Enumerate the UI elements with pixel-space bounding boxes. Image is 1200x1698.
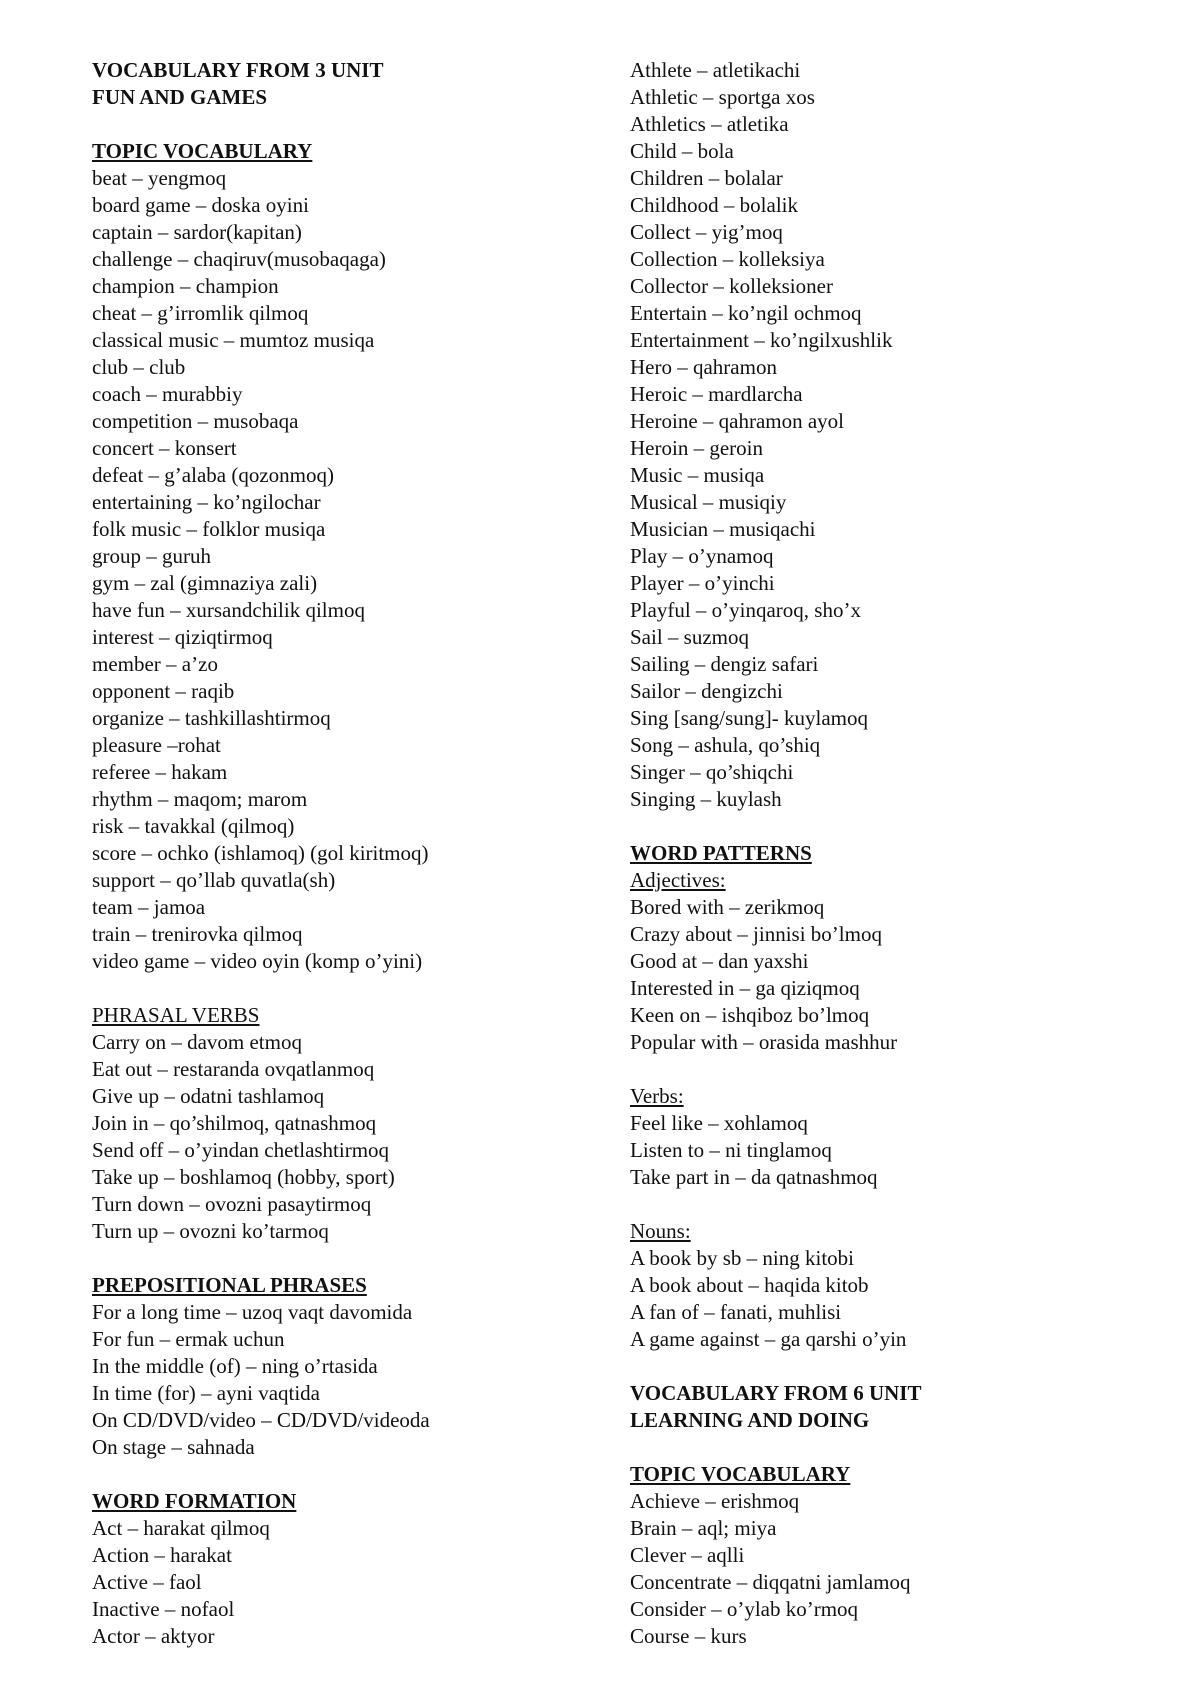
- word-formation-entry: Entertain – ko’ngil ochmoq: [630, 301, 862, 325]
- adjective-pattern-entry: Good at – dan yaxshi: [630, 949, 809, 973]
- word-formation-entry: Heroic – mardlarcha: [630, 382, 803, 406]
- word-formation-entry: Sail – suzmoq: [630, 625, 749, 649]
- word-formation-entry: Athletics – atletika: [630, 112, 789, 136]
- word-formation-entry: Playful – o’yinqaroq, sho’x: [630, 598, 861, 622]
- word-formation-heading: WORD FORMATION: [92, 1489, 297, 1513]
- vocab-entry: referee – hakam: [92, 760, 228, 784]
- word-formation-entry: Collect – yig’moq: [630, 220, 783, 244]
- phrasal-verb-entry: Turn up – ovozni ko’tarmoq: [92, 1219, 329, 1243]
- vocab-entry: have fun – xursandchilik qilmoq: [92, 598, 365, 622]
- word-formation-entry: Childhood – bolalik: [630, 193, 798, 217]
- word-formation-entry: Sing [sang/sung]- kuylamoq: [630, 706, 868, 730]
- word-formation-entry: Play – o’ynamoq: [630, 544, 774, 568]
- word-patterns-heading: WORD PATTERNS: [630, 841, 812, 865]
- vocab-entry: beat – yengmoq: [92, 166, 227, 190]
- unit6-title-line-1: VOCABULARY FROM 6 UNIT: [630, 1381, 922, 1405]
- word-formation-entry: Singer – qo’shiqchi: [630, 760, 794, 784]
- vocab-entry: coach – murabbiy: [92, 382, 243, 406]
- vocab-entry: pleasure –rohat: [92, 733, 221, 757]
- word-formation-entry: Actor – aktyor: [92, 1624, 215, 1648]
- vocab-entry: cheat – g’irromlik qilmoq: [92, 301, 309, 325]
- vocab-entry: folk music – folklor musiqa: [92, 517, 326, 541]
- vocab-entry: risk – tavakkal (qilmoq): [92, 814, 295, 838]
- prepositional-phrases-heading: PREPOSITIONAL PHRASES: [92, 1273, 367, 1297]
- adjective-pattern-entry: Bored with – zerikmoq: [630, 895, 825, 919]
- vocab-entry: board game – doska oyini: [92, 193, 309, 217]
- unit3-title-line-1: VOCABULARY FROM 3 UNIT: [92, 58, 384, 82]
- adjective-pattern-entry: Keen on – ishqiboz bo’lmoq: [630, 1003, 870, 1027]
- topic-vocabulary-list: [92, 165, 612, 975]
- word-formation-entry: Athlete – atletikachi: [630, 58, 801, 82]
- right-column: [630, 57, 1170, 1650]
- vocab-entry: support – qo’llab quvatla(sh): [92, 868, 336, 892]
- adjective-pattern-entry: Interested in – ga qiziqmoq: [630, 976, 860, 1000]
- word-formation-entry: Collection – kolleksiya: [630, 247, 825, 271]
- noun-pattern-entry: A fan of – fanati, muhlisi: [630, 1300, 842, 1324]
- verb-pattern-entry: Listen to – ni tinglamoq: [630, 1138, 832, 1162]
- vocab-entry: Brain – aql; miya: [630, 1516, 777, 1540]
- word-formation-entry: Active – faol: [92, 1570, 202, 1594]
- vocab-entry: Course – kurs: [630, 1624, 747, 1648]
- prepositional-phrase-entry: On CD/DVD/video – CD/DVD/videoda: [92, 1408, 430, 1432]
- word-formation-entry: Singing – kuylash: [630, 787, 782, 811]
- adjective-pattern-entry: Crazy about – jinnisi bo’lmoq: [630, 922, 882, 946]
- vocab-entry: Clever – aqlli: [630, 1543, 745, 1567]
- vocab-entry: Consider – o’ylab ko’rmoq: [630, 1597, 859, 1621]
- adjectives-subheading: Adjectives:: [630, 868, 726, 892]
- prepositional-phrases-list: [92, 1299, 612, 1461]
- nouns-subheading: Nouns:: [630, 1219, 691, 1243]
- word-formation-entry: Musician – musiqachi: [630, 517, 816, 541]
- vocab-entry: organize – tashkillashtirmoq: [92, 706, 331, 730]
- word-formation-entry: Sailor – dengizchi: [630, 679, 783, 703]
- word-formation-continued-list: [630, 57, 1170, 813]
- nouns-list: [630, 1245, 1170, 1353]
- verbs-list: [630, 1110, 1170, 1191]
- phrasal-verb-entry: Take up – boshlamoq (hobby, sport): [92, 1165, 395, 1189]
- word-formation-entry: Inactive – nofaol: [92, 1597, 235, 1621]
- unit6-title-line-2: LEARNING AND DOING: [630, 1408, 870, 1432]
- vocab-entry: entertaining – ko’ngilochar: [92, 490, 321, 514]
- vocab-entry: train – trenirovka qilmoq: [92, 922, 303, 946]
- noun-pattern-entry: A book about – haqida kitob: [630, 1273, 869, 1297]
- topic-vocabulary-heading: TOPIC VOCABULARY: [92, 139, 313, 163]
- phrasal-verb-entry: Send off – o’yindan chetlashtirmoq: [92, 1138, 390, 1162]
- vocab-entry: club – club: [92, 355, 186, 379]
- vocab-entry: Concentrate – diqqatni jamlamoq: [630, 1570, 911, 1594]
- word-formation-entry: Music – musiqa: [630, 463, 765, 487]
- noun-pattern-entry: A game against – ga qarshi o’yin: [630, 1327, 907, 1351]
- phrasal-verb-entry: Turn down – ovozni pasaytirmoq: [92, 1192, 372, 1216]
- vocab-entry: defeat – g’alaba (qozonmoq): [92, 463, 334, 487]
- phrasal-verb-entry: Carry on – davom etmoq: [92, 1030, 302, 1054]
- word-formation-entry: Entertainment – ko’ngilxushlik: [630, 328, 893, 352]
- word-formation-entry: Collector – kolleksioner: [630, 274, 833, 298]
- word-formation-entry: Heroine – qahramon ayol: [630, 409, 845, 433]
- vocab-entry: interest – qiziqtirmoq: [92, 625, 273, 649]
- vocab-entry: gym – zal (gimnaziya zali): [92, 571, 318, 595]
- verb-pattern-entry: Take part in – da qatnashmoq: [630, 1165, 878, 1189]
- prepositional-phrase-entry: For fun – ermak uchun: [92, 1327, 285, 1351]
- word-formation-entry: Action – harakat: [92, 1543, 232, 1567]
- vocab-entry: classical music – mumtoz musiqa: [92, 328, 375, 352]
- verb-pattern-entry: Feel like – xohlamoq: [630, 1111, 808, 1135]
- prepositional-phrase-entry: On stage – sahnada: [92, 1435, 255, 1459]
- vocab-entry: Achieve – erishmoq: [630, 1489, 800, 1513]
- prepositional-phrase-entry: For a long time – uzoq vaqt davomida: [92, 1300, 413, 1324]
- vocab-entry: concert – konsert: [92, 436, 237, 460]
- phrasal-verb-entry: Join in – qo’shilmoq, qatnashmoq: [92, 1111, 377, 1135]
- word-formation-entry: Act – harakat qilmoq: [92, 1516, 270, 1540]
- vocab-entry: champion – champion: [92, 274, 279, 298]
- vocab-entry: challenge – chaqiruv(musobaqaga): [92, 247, 386, 271]
- phrasal-verbs-heading: PHRASAL VERBS: [92, 1003, 260, 1027]
- vocab-entry: competition – musobaqa: [92, 409, 299, 433]
- word-formation-entry: Athletic – sportga xos: [630, 85, 815, 109]
- unit6-topic-vocabulary-list: [630, 1488, 1170, 1650]
- vocab-entry: rhythm – maqom; marom: [92, 787, 308, 811]
- word-formation-list: [92, 1515, 612, 1650]
- word-formation-entry: Player – o’yinchi: [630, 571, 775, 595]
- unit3-title-line-2: FUN AND GAMES: [92, 85, 268, 109]
- word-formation-entry: Song – ashula, qo’shiq: [630, 733, 821, 757]
- prepositional-phrase-entry: In time (for) – ayni vaqtida: [92, 1381, 321, 1405]
- adjective-pattern-entry: Popular with – orasida mashhur: [630, 1030, 898, 1054]
- phrasal-verb-entry: Eat out – restaranda ovqatlanmoq: [92, 1057, 375, 1081]
- prepositional-phrase-entry: In the middle (of) – ning o’rtasida: [92, 1354, 378, 1378]
- adjectives-list: [630, 894, 1170, 1056]
- left-column: [92, 57, 612, 1650]
- vocab-entry: group – guruh: [92, 544, 211, 568]
- word-formation-entry: Heroin – geroin: [630, 436, 763, 460]
- vocab-entry: opponent – raqib: [92, 679, 235, 703]
- phrasal-verbs-list: [92, 1029, 612, 1245]
- vocab-entry: score – ochko (ishlamoq) (gol kiritmoq): [92, 841, 429, 865]
- vocab-entry: team – jamoa: [92, 895, 206, 919]
- unit6-topic-vocabulary-heading: TOPIC VOCABULARY: [630, 1462, 851, 1486]
- vocab-entry: member – a’zo: [92, 652, 218, 676]
- phrasal-verb-entry: Give up – odatni tashlamoq: [92, 1084, 325, 1108]
- word-formation-entry: Child – bola: [630, 139, 734, 163]
- vocab-entry: captain – sardor(kapitan): [92, 220, 302, 244]
- word-formation-entry: Hero – qahramon: [630, 355, 777, 379]
- noun-pattern-entry: A book by sb – ning kitobi: [630, 1246, 855, 1270]
- word-formation-entry: Sailing – dengiz safari: [630, 652, 819, 676]
- word-formation-entry: Children – bolalar: [630, 166, 783, 190]
- vocab-entry: video game – video oyin (komp o’yini): [92, 949, 423, 973]
- word-formation-entry: Musical – musiqiy: [630, 490, 787, 514]
- verbs-subheading: Verbs:: [630, 1084, 684, 1108]
